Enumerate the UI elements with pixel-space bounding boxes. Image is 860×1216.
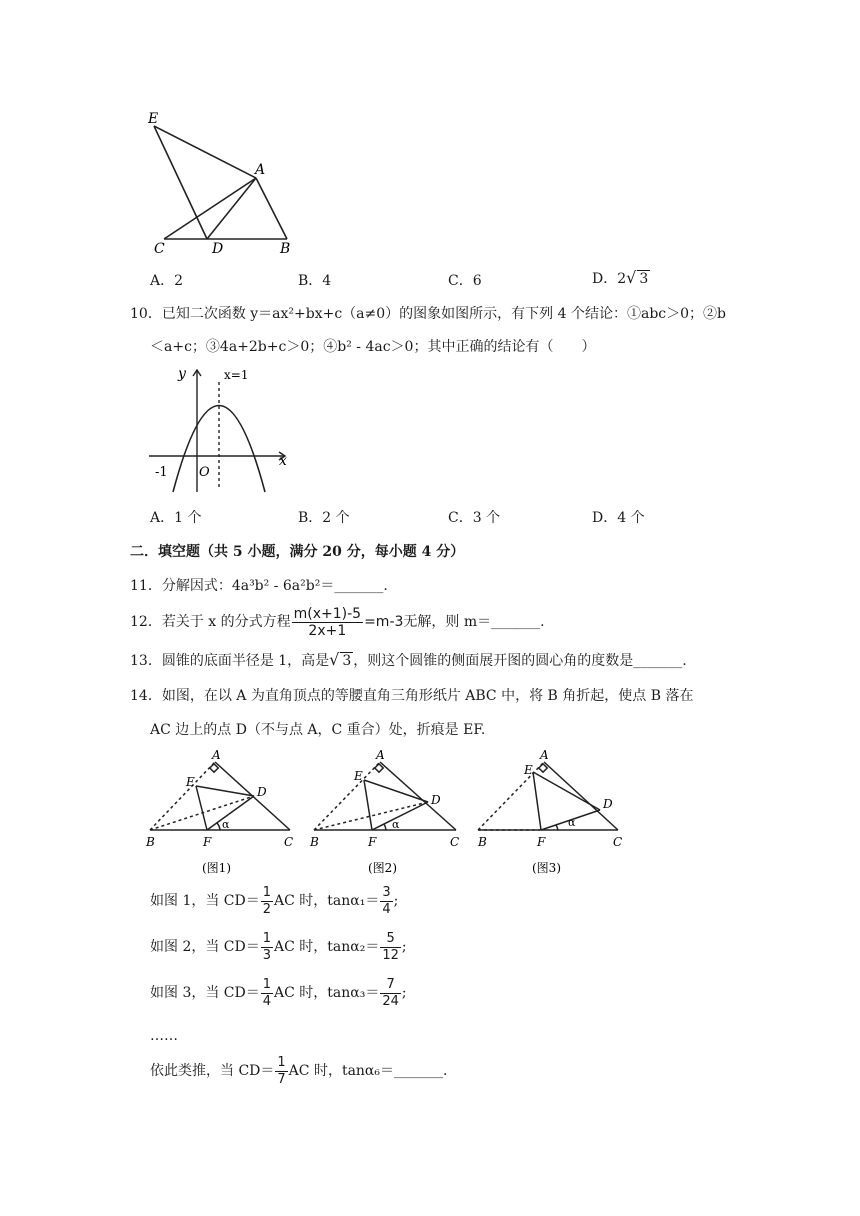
q11-text: 11．分解因式：4a³b² - 6a²b²＝_______. <box>130 578 388 594</box>
q12-rhs: =m-3 <box>364 614 404 630</box>
q14-case3-pre: 如图 3，当 CD＝ <box>150 985 260 1001</box>
q14-case3-result <box>380 977 401 1010</box>
q10-option-c: C．3 个 <box>448 510 501 526</box>
q9-option-d-radicand: 3 <box>639 271 649 287</box>
q9-option-d: D．2√ 3 <box>592 268 649 287</box>
q14-fig3-E: E <box>524 763 533 777</box>
q14-case3-frac <box>261 977 273 1010</box>
q9-option-d-prefix: D．2 <box>592 271 627 287</box>
q14-fig2-F: F <box>368 835 377 849</box>
q14-fig1-caption: (图1) <box>202 861 231 875</box>
q14-case3-rn: 7 <box>380 977 401 994</box>
q14-case-3 <box>150 976 407 1010</box>
q14-case3-fn: 1 <box>262 976 272 992</box>
q12-numerator: m(x+1)-5 <box>293 605 362 622</box>
q14-case2-fd: 3 <box>262 947 272 963</box>
q14-final-pre: 依此类推，当 CD＝ <box>150 1063 275 1079</box>
q14-fig1-alpha: α <box>222 818 230 831</box>
q13-prefix: 13．圆锥的底面半径是 1，高是 <box>130 653 330 669</box>
q14-case-1 <box>150 884 398 918</box>
q10-line1: 10．已知二次函数 y＝ax²+bx+c（a≠0）的图象如图所示，有下列 4 个结论：①abc＞0；②b <box>130 306 726 322</box>
q14-case2-frac <box>261 931 273 964</box>
q14-line2: AC 边上的点 D（不与点 A，C 重合）处，折痕是 EF. <box>150 722 486 738</box>
q14-case1-result <box>380 885 392 918</box>
q9-option-c: C．6 <box>448 273 482 289</box>
q14-case1-post: ; <box>393 893 399 909</box>
q10-label-axis: x=1 <box>224 368 249 382</box>
q13-line: 13．圆锥的底面半径是 1，高是√ 3 ，则这个圆锥的侧面展开图的圆心角的度数是_______. <box>130 650 687 669</box>
q9-figure <box>140 108 300 258</box>
q14-case2-rn: 5 <box>380 931 401 948</box>
q14-fig2-A: A <box>376 748 385 762</box>
q14-case-2 <box>150 930 407 964</box>
q14-case3-mid: AC 时，tanα₃＝ <box>274 985 380 1001</box>
q14-fig3-D: D <box>603 797 613 811</box>
q14-fig2-D: D <box>431 793 441 807</box>
q14-fig1-C: C <box>284 835 294 849</box>
q14-case1-mid: AC 时，tanα₁＝ <box>274 893 380 909</box>
q14-case2-pre: 如图 2，当 CD＝ <box>150 939 260 955</box>
q14-fig3-alpha: α <box>568 816 576 829</box>
q9-option-b: B．4 <box>298 273 332 289</box>
q9-label-E: E <box>148 111 159 127</box>
q10-option-b: B．2 个 <box>298 510 350 526</box>
q14-fig3-caption: (图3) <box>532 861 561 875</box>
q14-case1-rd: 4 <box>382 901 391 917</box>
q14-line1: 14．如图，在以 A 为直角顶点的等腰直角三角形纸片 ABC 中，将 B 角折起，使点 B 落在 <box>130 688 694 704</box>
q14-fig3-C: C <box>613 835 623 849</box>
q12-prefix: 12．若关于 x 的分式方程 <box>130 614 291 630</box>
q13-suffix: ，则这个圆锥的侧面展开图的圆心角的度数是_______. <box>353 653 687 669</box>
q14-fig1-E: E <box>186 775 195 789</box>
q10-label-neg1: -1 <box>155 465 168 480</box>
q12-suffix: 无解，则 m＝_______. <box>403 614 545 630</box>
q13-radicand: 3 <box>342 653 352 669</box>
q14-case2-post: ; <box>401 939 407 955</box>
q14-case1-pre: 如图 1，当 CD＝ <box>150 893 260 909</box>
q14-fig2-alpha: α <box>392 818 400 831</box>
q14-final <box>150 1054 447 1088</box>
q14-case3-fd: 4 <box>262 993 272 1009</box>
section2-heading: 二．填空题（共 5 小题，满分 20 分，每小题 4 分） <box>130 544 465 560</box>
q12-fraction <box>292 606 363 639</box>
q14-fig1-B: B <box>146 835 155 849</box>
q14-case1-fn: 1 <box>262 884 272 900</box>
q14-case1-rn: 3 <box>382 884 391 900</box>
q10-option-d: D．4 个 <box>592 510 645 526</box>
q14-final-fn: 1 <box>277 1054 286 1070</box>
q10-option-a: A．1 个 <box>150 510 202 526</box>
q14-fig1-F: F <box>203 835 212 849</box>
q10-label-y: y <box>178 366 186 382</box>
q14-fig1-D: D <box>257 785 267 799</box>
q10-line2: ＜a+c；③4a+2b+c＞0；④b² - 4ac＞0；其中正确的结论有（ ） <box>150 339 596 355</box>
q14-fig2-B: B <box>310 835 319 849</box>
q10-label-origin: O <box>199 465 210 480</box>
q14-figures <box>140 746 630 880</box>
q14-ellipsis: …… <box>150 1028 178 1044</box>
q14-case2-mid: AC 时，tanα₂＝ <box>274 939 380 955</box>
q14-final-fd: 7 <box>277 1071 286 1087</box>
q14-case3-post: ; <box>401 985 407 1001</box>
q14-fig2-caption: (图2) <box>368 861 397 875</box>
q14-case2-result <box>380 931 401 964</box>
q12-denominator: 2x+1 <box>308 622 347 639</box>
q9-label-A: A <box>255 162 266 178</box>
q14-case2-fn: 1 <box>262 930 272 946</box>
q10-label-x: x <box>279 453 287 469</box>
q14-fig1-A: A <box>212 748 221 762</box>
q14-fig3 <box>478 762 618 830</box>
q9-option-a: A．2 <box>150 273 184 289</box>
q14-final-mid: AC 时，tanα₆＝_______. <box>288 1063 448 1079</box>
q14-case1-frac <box>261 885 273 918</box>
q9-label-B: B <box>280 241 291 257</box>
q14-case1-fd: 2 <box>262 901 272 917</box>
q9-label-D: D <box>212 241 224 257</box>
q10-graph <box>145 364 295 496</box>
q14-fig3-F: F <box>537 835 546 849</box>
q14-final-frac <box>275 1055 287 1088</box>
q14-fig3-B: B <box>478 835 487 849</box>
q14-case2-rd: 12 <box>382 947 399 963</box>
q14-case3-rd: 24 <box>382 993 399 1009</box>
q14-fig1 <box>150 762 290 830</box>
q14-fig3-A: A <box>540 748 549 762</box>
q9-label-C: C <box>154 241 165 257</box>
q14-fig2-C: C <box>450 835 460 849</box>
q14-fig2-E: E <box>354 769 363 783</box>
q12-line <box>130 604 545 640</box>
